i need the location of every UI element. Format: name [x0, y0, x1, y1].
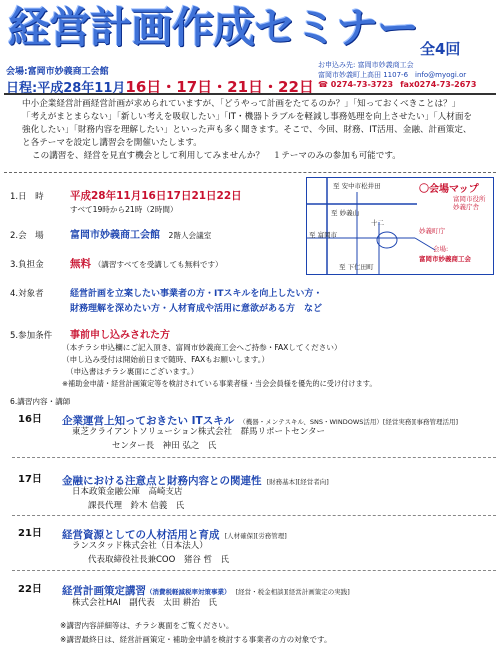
intro-line: と各テーマを設定し講習会を開催いたします。 [22, 138, 202, 148]
target-line-2: 財務理解を深めたい方・人材育成や活用に意欲がある方 など [70, 304, 323, 314]
session-title: 経営計画策定講習 [62, 585, 146, 597]
session-title: 経営資源としての人材活用と育成 [62, 529, 220, 541]
map-title: 〇会場マップ [419, 184, 479, 195]
map-hall-name: 富岡市妙義商工会 [419, 255, 471, 263]
venue-row [10, 226, 211, 241]
date-label: 日程:平成28年11月 [6, 81, 126, 96]
apply-row [10, 326, 170, 341]
fee-note: （講習すべてを受講しても無料です） [93, 260, 223, 269]
divider [12, 457, 496, 458]
map-hall-label: 会場: [433, 245, 449, 253]
contact-email: info@myogi.or [415, 71, 467, 79]
contact-address: 富岡市妙義町上高田 1107-6 [318, 71, 409, 79]
session-subtitle: （消費税軽減税率対策事業） [146, 588, 231, 596]
session-day: 16日 [18, 414, 42, 425]
venue-floor: 2階人会議室 [168, 231, 212, 240]
page-title: 経営計画作成セミナー [8, 3, 419, 52]
session-speaker: ランスタッド株式会社（日本法人） [72, 541, 208, 551]
session-speaker: 株式会社HAI 副代表 太田 耕治 氏 [72, 598, 217, 608]
apply-note: ※補助金申請・経営計画策定等を検討されている事業者様・当会会員様を優先的に受け付けます。 [62, 379, 377, 388]
map-place-tr2: 妙義庁舎 [453, 203, 479, 211]
session-speaker: センター長 神田 弘之 氏 [112, 441, 217, 451]
fee-row-value: 無料 [70, 258, 91, 270]
venue-line: 会場:富岡市妙義商工会館 [6, 67, 109, 77]
fee-row-label: 3.負担金 [10, 260, 44, 270]
session-tag: [経営・税金相談][経営計画策定の実践] [235, 588, 350, 596]
program-note: ※講習内容詳細等は、チラシ裏面をご覧ください。 [60, 621, 234, 630]
intro-line: 強化したい」「財務内容を理解したい」といった声も多く聞きます。そこで、今回、財務、IT活用、金融、計画策定、 [22, 125, 472, 135]
intro-line: 「考えがまとまらない」「新しい考えを吸収したい」「IT・機器トラブルを軽減し事務処理を向上させたい」「人材面を [22, 112, 473, 122]
apply-row-label: 5.参加条件 [10, 331, 53, 341]
apply-note: （申込書はチラシ裏面にございます。） [66, 367, 199, 376]
apply-note: （本チラシ申込欄にご記入頂き、富岡市妙義商工会へご持参・FAXしてください） [62, 343, 342, 352]
contact-fax: fax0274-73-2673 [400, 80, 477, 89]
contact-org: 富岡市妙義商工会 [357, 61, 414, 69]
map-road-left: 至 妙義山 [331, 209, 360, 217]
divider [4, 172, 496, 173]
venue-row-label: 2.会 場 [10, 231, 44, 241]
program-note: ※講習最終日は、経営計画策定・補助金申請を検討する事業者の方の対象です。 [60, 635, 332, 644]
map-place-tr1: 富岡市役所 [453, 195, 486, 203]
map-road-right: 至 富岡市 [309, 231, 338, 239]
session-speaker: 日本政策金融公庫 高崎支店 [72, 487, 183, 497]
contact-label: お申込み先: [318, 61, 356, 69]
session-speaker: 東芝クライアントソリューション株式会社 群馬リポートセンター [72, 427, 325, 437]
map-place-mid: 妙義町庁 [419, 227, 445, 235]
venue-row-value: 富岡市妙義商工会館 [70, 230, 160, 241]
apply-note: （申し込み受付は開始前日まで随時、FAXもお願いします。） [62, 355, 270, 364]
date-row [10, 188, 242, 203]
session-title: 企業運営上知っておきたい ITスキル [62, 415, 235, 427]
time-note: すべて19時から21時（2時間） [70, 205, 178, 214]
session-tag: （機器・メンテスキル、SNS・WINDOWS活用）[経営実務][事務管理活用] [239, 418, 459, 426]
divider [12, 515, 496, 516]
intro-line: この講習を、経営を見直す機会として利用してみませんか？ １テーマのみの参加も可能です。 [32, 151, 401, 161]
session-speaker: 代表取締役社長兼COO 猪谷 哲 氏 [88, 555, 230, 565]
session-tag: [人材確保][労務管理] [224, 532, 287, 540]
date-row-value: 平成28年11月16日17日21日22日 [70, 190, 242, 202]
divider [12, 570, 496, 571]
contact-phone: ☎ 0274-73-3723 [318, 80, 394, 89]
session-day: 17日 [18, 474, 42, 485]
session-title: 金融における注意点と財務内容との関連性 [62, 475, 262, 487]
series-count: 全4回 [420, 40, 461, 58]
target-row-2 [70, 301, 322, 314]
target-row [10, 286, 322, 299]
venue-map [306, 177, 494, 275]
divider [4, 93, 496, 95]
session-day: 21日 [18, 528, 42, 539]
program-heading: 6.講習内容・講師 [10, 397, 71, 406]
date-row-label: 1.日 時 [10, 192, 44, 202]
session-day: 22日 [18, 584, 42, 595]
target-row-label: 4.対象者 [10, 289, 44, 299]
intro-text [22, 98, 494, 163]
session-tag: [財務基本][経営者向] [266, 478, 329, 486]
contact-block [318, 60, 496, 90]
map-cross: 十二 [371, 219, 384, 227]
apply-row-value: 事前申し込みされた方 [70, 330, 170, 341]
target-line-1: 経営計画を立案したい事業者の方・ITスキルを向上したい方・ [70, 289, 323, 299]
session-speaker: 課長代理 鈴木 信義 氏 [88, 501, 185, 511]
fee-row [10, 256, 223, 271]
date-days: 16日・17日・21日・22日 [125, 78, 314, 96]
intro-line: 中小企業経営計画経営計画が求められていますが、「どうやって計画をたてるのか？」「知っておくべきことは？」 [22, 99, 461, 109]
map-road-bottom: 至 下仁田町 [339, 263, 374, 271]
map-road-top: 至 安中市松井田 [333, 182, 381, 190]
